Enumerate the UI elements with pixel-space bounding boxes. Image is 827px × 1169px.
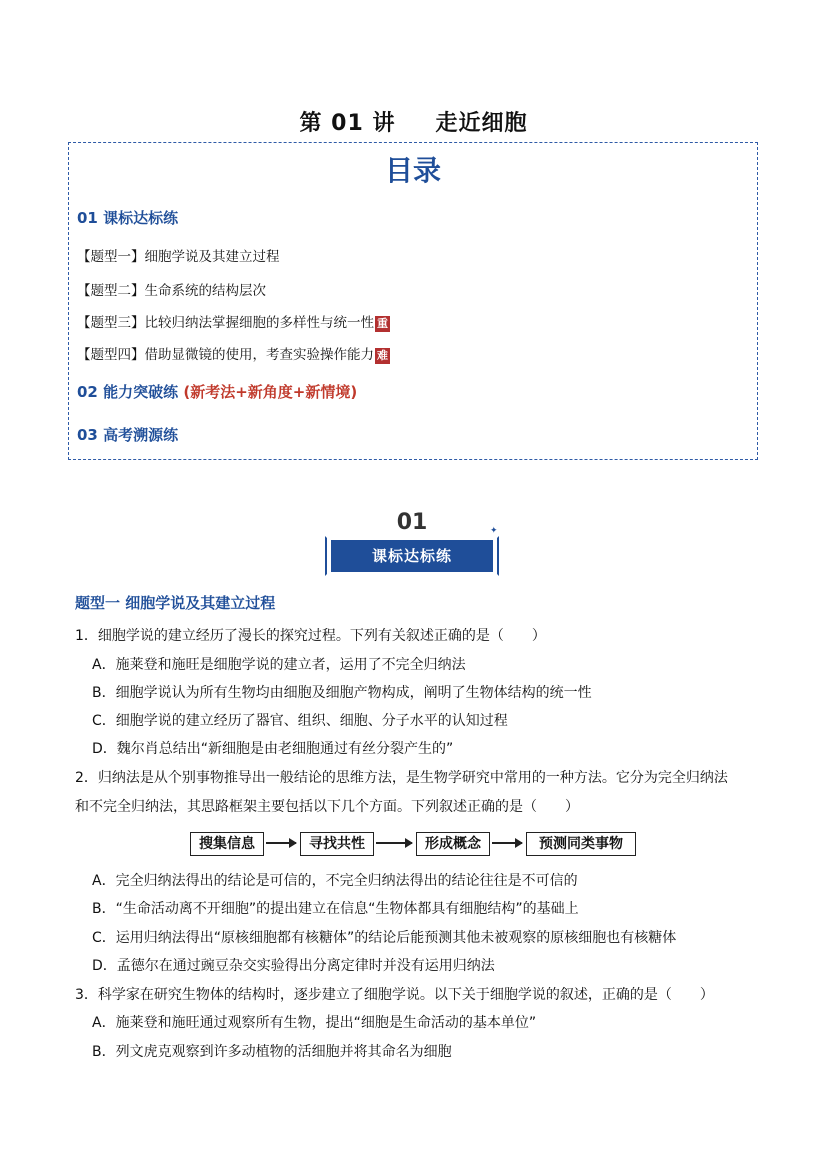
question-2-option-d[interactable]: D．孟德尔在通过豌豆杂交实验得出分离定律时并没有运用归纳法	[92, 958, 495, 974]
question-1-option-d[interactable]: D．魏尔肖总结出“新细胞是由老细胞通过有丝分裂产生的”	[92, 741, 454, 757]
question-1-stem: 1．细胞学说的建立经历了漫长的探究过程。下列有关叙述正确的是（ ）	[75, 628, 546, 644]
question-type-heading: 题型一 细胞学说及其建立过程	[75, 594, 276, 612]
flow-step-2: 寻找共性	[300, 832, 374, 856]
question-3-option-b[interactable]: B．列文虎克观察到许多动植物的活细胞并将其命名为细胞	[92, 1044, 452, 1060]
toc-item-2[interactable]: 【题型二】生命系统的结构层次	[77, 283, 266, 299]
toc-item-4[interactable]: 【题型四】借助显微镜的使用，考查实验操作能力 难	[77, 347, 388, 363]
lecture-topic: 走近细胞	[435, 111, 528, 136]
question-3-option-a[interactable]: A．施莱登和施旺通过观察所有生物，提出“细胞是生命活动的基本单位”	[92, 1015, 537, 1031]
flow-arrow-icon	[376, 842, 412, 844]
flow-step-3: 形成概念	[416, 832, 490, 856]
question-1-option-a[interactable]: A．施莱登和施旺是细胞学说的建立者，运用了不完全归纳法	[92, 657, 466, 673]
toc-item-3[interactable]: 【题型三】比较归纳法掌握细胞的多样性与统一性 重	[77, 315, 388, 331]
question-1-option-b[interactable]: B．细胞学说认为所有生物均由细胞及细胞产物构成，阐明了生物体结构的统一性	[92, 685, 592, 701]
page-title	[0, 106, 827, 137]
flow-step-1: 搜集信息	[190, 832, 264, 856]
banner-number: 01	[396, 510, 428, 535]
question-2-option-a[interactable]: A．完全归纳法得出的结论是可信的，不完全归纳法得出的结论往往是不可信的	[92, 873, 578, 889]
toc-section-2[interactable]: 02 能力突破练 (新考法+新角度+新情境)	[77, 383, 358, 401]
toc-item-1[interactable]: 【题型一】细胞学说及其建立过程	[77, 249, 280, 265]
toc-section-3[interactable]: 03 高考溯源练	[77, 426, 179, 444]
banner-label: 课标达标练	[331, 540, 493, 572]
induction-flowchart	[190, 832, 640, 856]
toc-heading: 目录	[384, 154, 441, 187]
question-1-option-c[interactable]: C．细胞学说的建立经历了器官、组织、细胞、分子水平的认知过程	[92, 713, 508, 729]
question-2-stem-line-2: 和不完全归纳法，其思路框架主要包括以下几个方面。下列叙述正确的是（ ）	[75, 799, 579, 815]
importance-badge: 重	[377, 316, 388, 330]
question-2-stem-line-1: 2．归纳法是从个别事物推导出一般结论的思维方法，是生物学研究中常用的一种方法。它分为完全归纳法	[75, 770, 728, 786]
question-2-option-c[interactable]: C．运用归纳法得出“原核细胞都有核糖体”的结论后能预测其他未被观察的原核细胞也有核糖体	[92, 930, 677, 946]
toc-section-2-highlight: (新考法+新角度+新情境)	[183, 383, 358, 401]
question-3-stem: 3．科学家在研究生物体的结构时，逐步建立了细胞学说。以下关于细胞学说的叙述，正确的是（ ）	[75, 987, 714, 1003]
difficulty-badge: 难	[377, 348, 388, 362]
flow-arrow-icon	[492, 842, 522, 844]
section-banner	[322, 508, 502, 578]
table-of-contents	[68, 142, 758, 460]
toc-section-1[interactable]: 01 课标达标练	[77, 209, 179, 227]
question-2-option-b[interactable]: B．“生命活动离不开细胞”的提出建立在信息“生物体都具有细胞结构”的基础上	[92, 901, 579, 917]
lecture-number: 第 01 讲	[299, 111, 396, 136]
flow-arrow-icon	[266, 842, 296, 844]
flow-step-4: 预测同类事物	[526, 832, 636, 856]
sparkle-icon: ✦	[490, 526, 498, 536]
